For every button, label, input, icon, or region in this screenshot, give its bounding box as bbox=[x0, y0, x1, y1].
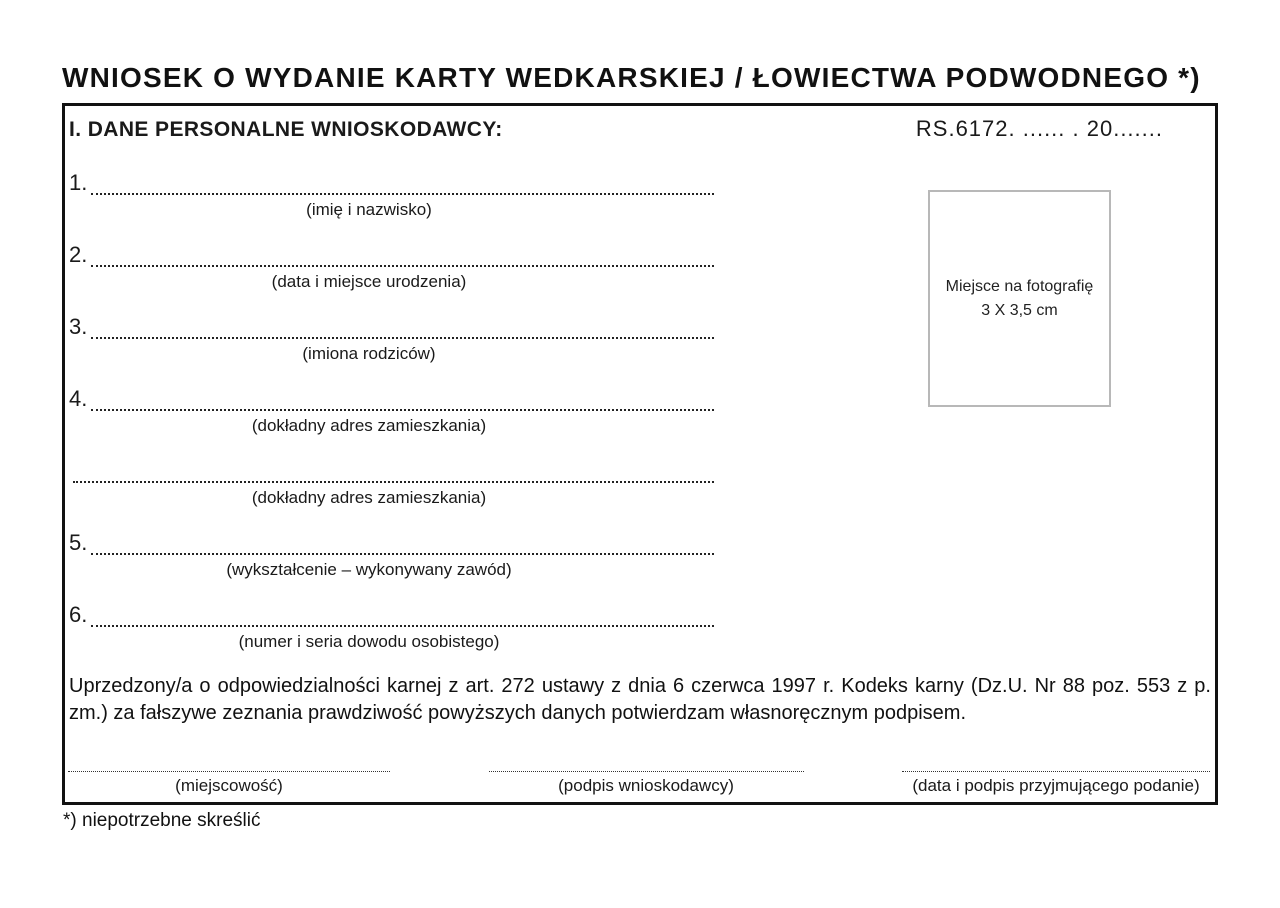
signature-row bbox=[68, 760, 1212, 796]
signature-label: (data i podpis przyjmującego podanie) bbox=[912, 776, 1200, 795]
field-address bbox=[69, 385, 719, 436]
field-name bbox=[69, 169, 719, 220]
field-id-document bbox=[69, 601, 719, 652]
photo-placeholder bbox=[928, 190, 1111, 407]
signature-label: (miejscowość) bbox=[175, 776, 283, 795]
field-caption: (imię i nazwisko) bbox=[306, 200, 432, 219]
field-number: 3. bbox=[69, 314, 88, 339]
field-line-parents[interactable] bbox=[91, 317, 714, 339]
field-caption: (wykształcenie – wykonywany zawód) bbox=[226, 560, 512, 579]
field-birth bbox=[69, 241, 719, 292]
field-caption: (imiona rodziców) bbox=[302, 344, 436, 363]
field-line-birth[interactable] bbox=[91, 245, 714, 267]
field-number: 6. bbox=[69, 602, 88, 627]
signature-label: (podpis wnioskodawcy) bbox=[558, 776, 734, 795]
footnote: *) niepotrzebne skreślić bbox=[63, 810, 261, 831]
field-line-address-continued[interactable] bbox=[73, 461, 714, 483]
signature-receiver bbox=[902, 760, 1210, 796]
signature-line-applicant[interactable] bbox=[489, 760, 804, 772]
field-caption: (data i miejsce urodzenia) bbox=[271, 272, 467, 291]
field-caption: (numer i seria dowodu osobistego) bbox=[238, 632, 500, 651]
fields-list bbox=[69, 169, 719, 652]
field-line-address[interactable] bbox=[91, 389, 714, 411]
photo-placeholder-line1: Miejsce na fotografię bbox=[945, 278, 1094, 296]
case-number-field[interactable]: RS.6172. ...... . 20....... bbox=[915, 116, 1163, 141]
personal-data-section bbox=[62, 103, 1218, 805]
field-number: 2. bbox=[69, 242, 88, 267]
field-line-education[interactable] bbox=[91, 533, 714, 555]
field-number: 1. bbox=[69, 170, 88, 195]
page-title: WNIOSEK O WYDANIE KARTY WEDKARSKIEJ / ŁOWIECTWA PODWODNEGO *) bbox=[62, 62, 1201, 93]
field-parents bbox=[69, 313, 719, 364]
signature-place bbox=[68, 760, 390, 796]
field-education bbox=[69, 529, 719, 580]
section-header: I. DANE PERSONALNE WNIOSKODAWCY: bbox=[69, 118, 503, 141]
field-line-name[interactable] bbox=[91, 173, 714, 195]
field-number: 4. bbox=[69, 386, 88, 411]
signature-line-receiver[interactable] bbox=[902, 760, 1210, 772]
field-caption: (dokładny adres zamieszkania) bbox=[251, 488, 487, 507]
field-number: 5. bbox=[69, 530, 88, 555]
field-caption: (dokładny adres zamieszkania) bbox=[251, 416, 487, 435]
photo-placeholder-line2: 3 X 3,5 cm bbox=[981, 301, 1058, 319]
field-address-continued bbox=[69, 457, 719, 508]
declaration-text: Uprzedzony/a o odpowiedzialności karnej z art. 272 ustawy z dnia 6 czerwca 1997 r. Kodeks karny (Dz.U. Nr 88 poz. 553 z p. zm.) za fałszywe zeznania prawdziwość powyższych danych potwierdzam własnoręcznym podpisem. bbox=[69, 675, 1211, 724]
section-header-row bbox=[69, 116, 1209, 142]
signature-line-place[interactable] bbox=[68, 760, 390, 772]
signature-applicant bbox=[489, 760, 804, 796]
field-line-id-document[interactable] bbox=[91, 605, 714, 627]
